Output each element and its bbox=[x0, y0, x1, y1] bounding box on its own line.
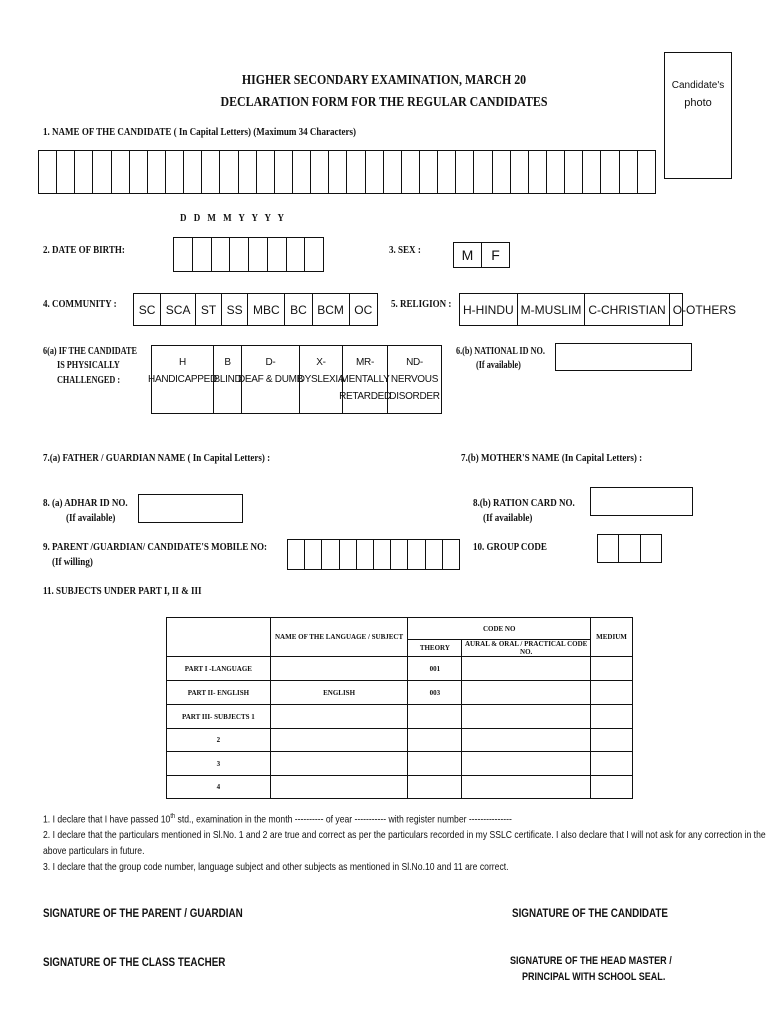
subject-part-cell: 4 bbox=[167, 776, 271, 799]
class-teacher-signature-label: SIGNATURE OF THE CLASS TEACHER bbox=[43, 955, 226, 969]
mobile-cell[interactable] bbox=[374, 540, 391, 569]
dob-cell[interactable] bbox=[212, 238, 231, 271]
option-line: DEAF & DUMB bbox=[237, 374, 304, 385]
name-cell[interactable] bbox=[239, 151, 257, 193]
name-cell[interactable] bbox=[511, 151, 529, 193]
table-row bbox=[167, 657, 633, 681]
physically-challenged-label-2: IS PHYSICALLY bbox=[57, 360, 120, 371]
sex-options bbox=[453, 242, 510, 268]
mobile-cell[interactable] bbox=[443, 540, 459, 569]
subject-name-cell[interactable] bbox=[270, 657, 408, 681]
name-cell[interactable] bbox=[257, 151, 275, 193]
subjects-label: 11. SUBJECTS UNDER PART I, II & III bbox=[43, 585, 202, 597]
name-cell[interactable] bbox=[493, 151, 511, 193]
name-cell[interactable] bbox=[456, 151, 474, 193]
community-label: 4. COMMUNITY : bbox=[43, 298, 117, 310]
table-row bbox=[167, 681, 633, 705]
mobile-cell[interactable] bbox=[305, 540, 322, 569]
mobile-cell[interactable] bbox=[288, 540, 305, 569]
table-row bbox=[167, 705, 633, 729]
name-cell[interactable] bbox=[366, 151, 384, 193]
subject-name-cell[interactable] bbox=[270, 705, 408, 729]
candidate-photo-box[interactable] bbox=[664, 52, 732, 179]
mobile-cell[interactable] bbox=[408, 540, 425, 569]
group-code-cell[interactable] bbox=[641, 535, 661, 562]
ration-card-hint: (If available) bbox=[483, 512, 533, 524]
option-line: HANDICAPPED bbox=[148, 374, 217, 385]
name-cell[interactable] bbox=[293, 151, 311, 193]
physically-challenged-option[interactable] bbox=[339, 346, 391, 413]
option-line: ND- bbox=[406, 357, 423, 368]
subject-name-cell[interactable] bbox=[270, 776, 408, 799]
option-line: DYSLEXIA bbox=[297, 374, 345, 385]
option-line: D- bbox=[265, 357, 276, 368]
practical-code-cell[interactable] bbox=[462, 657, 591, 681]
name-cell[interactable] bbox=[638, 151, 655, 193]
religion-option[interactable]: C-CHRISTIAN bbox=[585, 294, 669, 325]
option-line: MR- bbox=[356, 357, 374, 368]
subject-part-cell: 2 bbox=[167, 729, 271, 752]
sex-label: 3. SEX : bbox=[389, 244, 421, 256]
declaration-2-cont: above particulars in future. bbox=[43, 845, 145, 857]
community-option[interactable]: OC bbox=[354, 302, 373, 317]
father-name-label: 7.(a) FATHER / GUARDIAN NAME ( In Capital Letters) : bbox=[43, 452, 271, 464]
subject-part-cell: PART I -LANGUAGE bbox=[167, 657, 271, 681]
photo-label: Candidate's bbox=[671, 80, 725, 91]
community-options bbox=[133, 293, 378, 326]
community-option[interactable]: BC bbox=[285, 294, 312, 325]
medium-cell[interactable] bbox=[591, 657, 633, 681]
option-line: H bbox=[179, 357, 186, 368]
table-header-name: NAME OF THE LANGUAGE / SUBJECT bbox=[270, 618, 408, 657]
community-option[interactable]: ST bbox=[196, 294, 222, 325]
mobile-number-field[interactable] bbox=[287, 539, 460, 570]
theory-code-cell[interactable] bbox=[408, 776, 462, 799]
theory-code-cell[interactable]: 003 bbox=[408, 681, 462, 705]
sex-option-f[interactable]: F bbox=[491, 247, 500, 263]
group-code-cell[interactable] bbox=[598, 535, 619, 562]
dob-cell[interactable] bbox=[287, 238, 306, 271]
name-cell[interactable] bbox=[220, 151, 238, 193]
name-cell[interactable] bbox=[166, 151, 184, 193]
name-cell[interactable] bbox=[130, 151, 148, 193]
name-cell[interactable] bbox=[438, 151, 456, 193]
medium-cell[interactable] bbox=[591, 776, 633, 799]
practical-code-cell[interactable] bbox=[462, 752, 591, 776]
medium-cell[interactable] bbox=[591, 752, 633, 776]
physically-challenged-option[interactable] bbox=[148, 346, 217, 413]
physically-challenged-label: 6(a) IF THE CANDIDATE bbox=[43, 346, 137, 357]
mobile-label: 9. PARENT /GUARDIAN/ CANDIDATE'S MOBILE NO: bbox=[43, 541, 268, 553]
candidate-name-field[interactable] bbox=[38, 150, 656, 194]
subjects-table bbox=[166, 617, 633, 799]
name-cell[interactable] bbox=[148, 151, 166, 193]
mobile-hint: (If willing) bbox=[52, 556, 93, 568]
name-cell[interactable] bbox=[202, 151, 220, 193]
name-cell[interactable] bbox=[384, 151, 402, 193]
name-cell[interactable] bbox=[601, 151, 619, 193]
name-cell[interactable] bbox=[547, 151, 565, 193]
community-option[interactable]: SS bbox=[222, 294, 248, 325]
name-cell[interactable] bbox=[112, 151, 130, 193]
option-line: BLIND bbox=[213, 374, 242, 385]
subject-name-cell[interactable] bbox=[270, 729, 408, 752]
community-option[interactable]: BCM bbox=[313, 294, 350, 325]
name-cell[interactable] bbox=[529, 151, 547, 193]
ration-card-label: 8.(b) RATION CARD NO. bbox=[473, 497, 575, 509]
physically-challenged-options bbox=[148, 345, 442, 414]
theory-code-cell[interactable] bbox=[408, 705, 462, 729]
table-row bbox=[167, 776, 633, 799]
group-code-cell[interactable] bbox=[619, 535, 640, 562]
name-cell[interactable] bbox=[57, 151, 75, 193]
option-line: NERVOUS bbox=[390, 374, 439, 385]
declaration-1-post: std., examination in the month ---------- of year ----------- with register number --------------- bbox=[175, 813, 512, 826]
community-option[interactable]: SC bbox=[134, 294, 161, 325]
option-line: B bbox=[224, 357, 231, 368]
subject-part-cell: PART III- SUBJECTS 1 bbox=[167, 705, 271, 729]
head-master-signature-label: SIGNATURE OF THE HEAD MASTER / bbox=[510, 955, 672, 967]
name-cell[interactable] bbox=[75, 151, 93, 193]
practical-code-cell[interactable] bbox=[462, 705, 591, 729]
practical-code-cell[interactable] bbox=[462, 681, 591, 705]
table-header-code: CODE NO bbox=[408, 618, 591, 640]
mother-name-label: 7.(b) MOTHER'S NAME (In Capital Letters) : bbox=[461, 452, 643, 464]
table-row bbox=[167, 729, 633, 752]
physically-challenged-label-3: CHALLENGED : bbox=[57, 375, 121, 386]
name-cell[interactable] bbox=[93, 151, 111, 193]
declaration-3: 3. I declare that the group code number, language subject and other subjects as mentioned in Sl.No.10 and 11 are correct. bbox=[43, 861, 509, 873]
subject-name-cell[interactable]: ENGLISH bbox=[270, 681, 408, 705]
option-line: MENTALLY bbox=[340, 374, 390, 385]
dob-cell[interactable] bbox=[305, 238, 323, 271]
declaration-1-pre: 1. I declare that I have passed 10 bbox=[43, 813, 171, 826]
option-line: DISORDER bbox=[389, 391, 440, 402]
name-cell[interactable] bbox=[39, 151, 57, 193]
dob-cell[interactable] bbox=[193, 238, 212, 271]
religion-option[interactable]: O-OTHERS bbox=[672, 302, 737, 317]
medium-cell[interactable] bbox=[591, 681, 633, 705]
practical-code-cell[interactable] bbox=[462, 729, 591, 752]
practical-code-cell[interactable] bbox=[462, 776, 591, 799]
community-option[interactable]: MBC bbox=[248, 294, 285, 325]
religion-option[interactable]: H-HINDU bbox=[460, 294, 518, 325]
mobile-cell[interactable] bbox=[357, 540, 374, 569]
community-option[interactable]: SCA bbox=[161, 294, 196, 325]
form-title-line2: DECLARATION FORM FOR THE REGULAR CANDIDATES bbox=[220, 95, 548, 110]
theory-code-cell[interactable] bbox=[408, 752, 462, 776]
name-cell[interactable] bbox=[184, 151, 202, 193]
mobile-cell[interactable] bbox=[426, 540, 443, 569]
photo-label-2: photo bbox=[684, 97, 712, 109]
option-line: X- bbox=[316, 357, 326, 368]
declaration-2: 2. I declare that the particulars mentioned in Sl.No. 1 and 2 are true and correct as per the particulars recorded in my SSLC certificate. I also declare that I will not ask for any correction in the bbox=[43, 829, 766, 841]
table-header-medium: MEDIUM bbox=[591, 618, 633, 657]
name-cell[interactable] bbox=[620, 151, 638, 193]
dob-cell[interactable] bbox=[249, 238, 268, 271]
subject-part-cell: PART II- ENGLISH bbox=[167, 681, 271, 705]
medium-cell[interactable] bbox=[591, 729, 633, 752]
dob-format-hint: D D M M Y Y Y Y bbox=[180, 212, 287, 224]
dob-label: 2. DATE OF BIRTH: bbox=[43, 244, 125, 256]
name-cell[interactable] bbox=[474, 151, 492, 193]
name-cell[interactable] bbox=[347, 151, 365, 193]
name-cell[interactable] bbox=[583, 151, 601, 193]
candidate-signature-label: SIGNATURE OF THE CANDIDATE bbox=[512, 906, 668, 920]
physically-challenged-option[interactable] bbox=[388, 346, 441, 413]
name-cell[interactable] bbox=[565, 151, 583, 193]
national-id-hint: (If available) bbox=[476, 360, 521, 371]
physically-challenged-option[interactable] bbox=[237, 346, 304, 413]
name-cell[interactable] bbox=[420, 151, 438, 193]
adhar-id-field[interactable] bbox=[138, 494, 243, 523]
theory-code-cell[interactable] bbox=[408, 729, 462, 752]
adhar-id-hint: (If available) bbox=[66, 512, 116, 524]
declaration-1 bbox=[43, 813, 512, 826]
head-master-signature-label-2: PRINCIPAL WITH SCHOOL SEAL. bbox=[522, 971, 666, 983]
subject-name-cell[interactable] bbox=[270, 752, 408, 776]
dob-cell[interactable] bbox=[230, 238, 249, 271]
dob-cell[interactable] bbox=[268, 238, 287, 271]
name-cell[interactable] bbox=[402, 151, 420, 193]
adhar-id-label: 8. (a) ADHAR ID NO. bbox=[43, 497, 128, 509]
table-header-theory: THEORY bbox=[408, 640, 462, 657]
group-code-label: 10. GROUP CODE bbox=[473, 541, 547, 553]
religion-option[interactable]: M-MUSLIM bbox=[518, 294, 586, 325]
national-id-label: 6.(b) NATIONAL ID NO. bbox=[456, 346, 545, 357]
date-of-birth-field[interactable] bbox=[173, 237, 324, 272]
medium-cell[interactable] bbox=[591, 705, 633, 729]
religion-options bbox=[459, 293, 737, 326]
option-line: RETARDED bbox=[339, 391, 391, 402]
mobile-cell[interactable] bbox=[391, 540, 408, 569]
name-cell[interactable] bbox=[311, 151, 329, 193]
declaration-1-sup: th bbox=[170, 813, 176, 820]
table-header-part bbox=[167, 618, 271, 657]
form-title-line1: HIGHER SECONDARY EXAMINATION, MARCH 20 bbox=[241, 73, 527, 88]
ration-card-field[interactable] bbox=[590, 487, 693, 516]
dob-cell[interactable] bbox=[174, 238, 193, 271]
name-cell[interactable] bbox=[329, 151, 347, 193]
mobile-cell[interactable] bbox=[322, 540, 339, 569]
group-code-field[interactable] bbox=[597, 534, 662, 563]
mobile-cell[interactable] bbox=[340, 540, 357, 569]
national-id-field[interactable] bbox=[555, 343, 692, 371]
physically-challenged-option[interactable] bbox=[297, 346, 345, 413]
sex-option-m[interactable]: M bbox=[454, 243, 482, 267]
parent-signature-label: SIGNATURE OF THE PARENT / GUARDIAN bbox=[43, 906, 243, 920]
name-cell[interactable] bbox=[275, 151, 293, 193]
name-label: 1. NAME OF THE CANDIDATE ( In Capital Letters) (Maximum 34 Characters) bbox=[43, 126, 356, 138]
subject-part-cell: 3 bbox=[167, 752, 271, 776]
religion-label: 5. RELIGION : bbox=[391, 298, 452, 310]
theory-code-cell[interactable]: 001 bbox=[408, 657, 462, 681]
table-row bbox=[167, 752, 633, 776]
table-header-practical: AURAL & ORAL / PRACTICAL CODE NO. bbox=[462, 640, 591, 657]
